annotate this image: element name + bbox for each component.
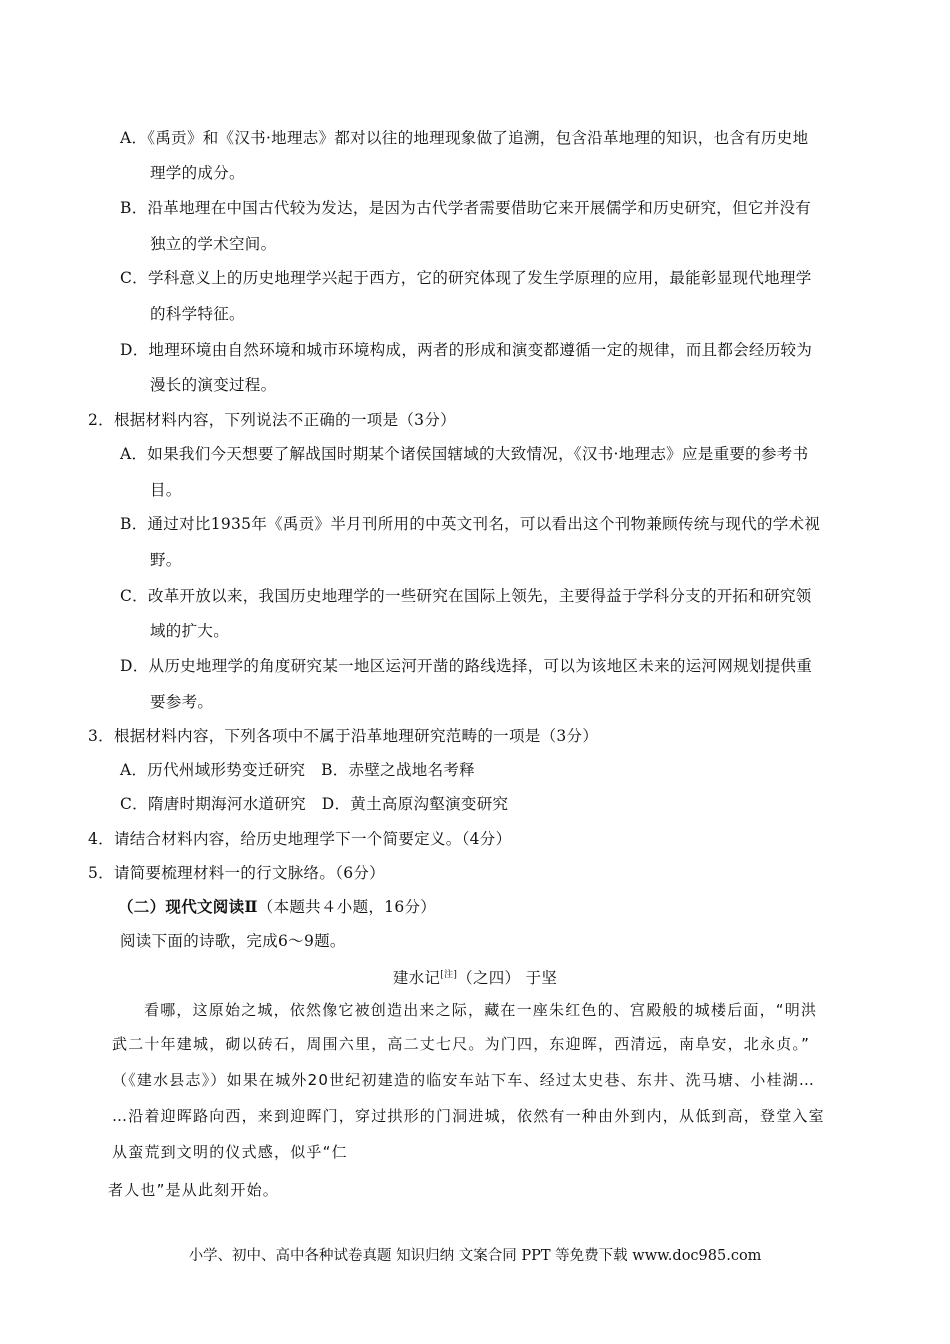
q1-option-b-line1: B．沿革地理在中国古代较为发达，是因为古代学者需要借助它来开展儒学和历史研究，但它并没有 bbox=[120, 199, 812, 217]
poem-line-2: 武二十年建城，砌以砖石，周围六里，高二丈七尺。为门四，东迎晖，西清远，南阜安，北永贞。” bbox=[112, 1035, 811, 1053]
section-heading bbox=[118, 897, 436, 917]
q4-stem: 4．请结合材料内容，给历史地理学下一个简要定义。（4分） bbox=[88, 830, 512, 848]
q2-option-c-line2: 域的扩大。 bbox=[150, 622, 230, 640]
q2-option-b-line1: B．通过对比1935年《禹贡》半月刊所用的中英文刊名，可以看出这个刊物兼顾传统与现代的学术视 bbox=[120, 515, 821, 533]
poem-line-3: （《建水县志》）如果在城外20世纪初建造的临安车站下车、经过太史巷、东井、洗马塘、小桂湖… bbox=[112, 1071, 816, 1089]
poem-line-5: 从蛮荒到文明的仪式感，似乎“仁 bbox=[112, 1143, 348, 1161]
q1-option-a-line2: 理学的成分。 bbox=[150, 164, 245, 182]
q2-option-c-line1: C．改革开放以来，我国历史地理学的一些研究在国际上领先，主要得益于学科分支的开拓和研究领 bbox=[120, 587, 812, 605]
section-heading-bold: （二）现代文阅读Ⅱ bbox=[118, 897, 258, 916]
q3-options-ab: A．历代州域形势变迁研究 B．赤壁之战地名考释 bbox=[120, 761, 475, 779]
q3-options-cd: C．隋唐时期海河水道研究 D．黄土高原沟壑演变研究 bbox=[120, 795, 509, 813]
poem-line-4: …沿着迎晖路向西，来到迎晖门，穿过拱形的门洞进城，依然有一种由外到内，从低到高，登堂入室 bbox=[112, 1107, 825, 1125]
q2-option-b-line2: 野。 bbox=[150, 551, 182, 569]
poem-line-6: 者人也”是从此刻开始。 bbox=[108, 1181, 279, 1199]
poem-line-1: 看哪，这原始之城，依然像它被创造出来之际，藏在一座朱红色的、宫殿般的城楼后面，“明洪 bbox=[144, 1001, 818, 1019]
q1-option-a-line1: A．《禹贡》和《汉书·地理志》都对以往的地理现象做了追溯，包含沿革地理的知识，也含有历史地 bbox=[120, 129, 809, 147]
q2-option-d-line1: D．从历史地理学的角度研究某一地区运河开凿的路线选择，可以为该地区未来的运河网规划提供重 bbox=[120, 657, 813, 675]
q2-option-a-line1: A．如果我们今天想要了解战国时期某个诸侯国辖域的大致情况，《汉书·地理志》应是重要的参考书 bbox=[120, 445, 809, 463]
poem-title-main: 建水记 bbox=[392, 969, 441, 987]
q1-option-c-line2: 的科学特征。 bbox=[150, 305, 245, 323]
q1-option-c-line1: C．学科意义上的历史地理学兴起于西方，它的研究体现了发生学原理的应用，最能彰显现代地理学 bbox=[120, 269, 812, 287]
section-intro: 阅读下面的诗歌，完成6～9题。 bbox=[120, 932, 346, 950]
q2-option-a-line2: 目。 bbox=[150, 481, 182, 499]
poem-title-note-marker: [注] bbox=[440, 970, 458, 980]
poem-title bbox=[0, 965, 950, 988]
section-heading-note: （本题共４小题，16分） bbox=[257, 898, 437, 916]
q5-stem: 5．请简要梳理材料一的行文脉络。（6分） bbox=[88, 864, 385, 882]
page-footer: 小学、初中、高中各种试卷真题 知识归纳 文案合同 PPT 等免费下载 www.doc985.com bbox=[188, 1248, 762, 1264]
q1-option-b-line2: 独立的学术空间。 bbox=[150, 235, 277, 253]
q2-stem: 2．根据材料内容，下列说法不正确的一项是（3分） bbox=[88, 411, 456, 429]
q1-option-d-line2: 漫长的演变过程。 bbox=[150, 376, 277, 394]
poem-title-rest: （之四） 于坚 bbox=[457, 969, 558, 987]
q1-option-d-line1: D．地理环境由自然环境和城市环境构成，两者的形成和演变都遵循一定的规律，而且都会经历较为 bbox=[120, 341, 813, 359]
q3-stem: 3．根据材料内容，下列各项中不属于沿革地理研究范畴的一项是（3分） bbox=[88, 727, 599, 745]
q2-option-d-line2: 要参考。 bbox=[150, 693, 214, 711]
